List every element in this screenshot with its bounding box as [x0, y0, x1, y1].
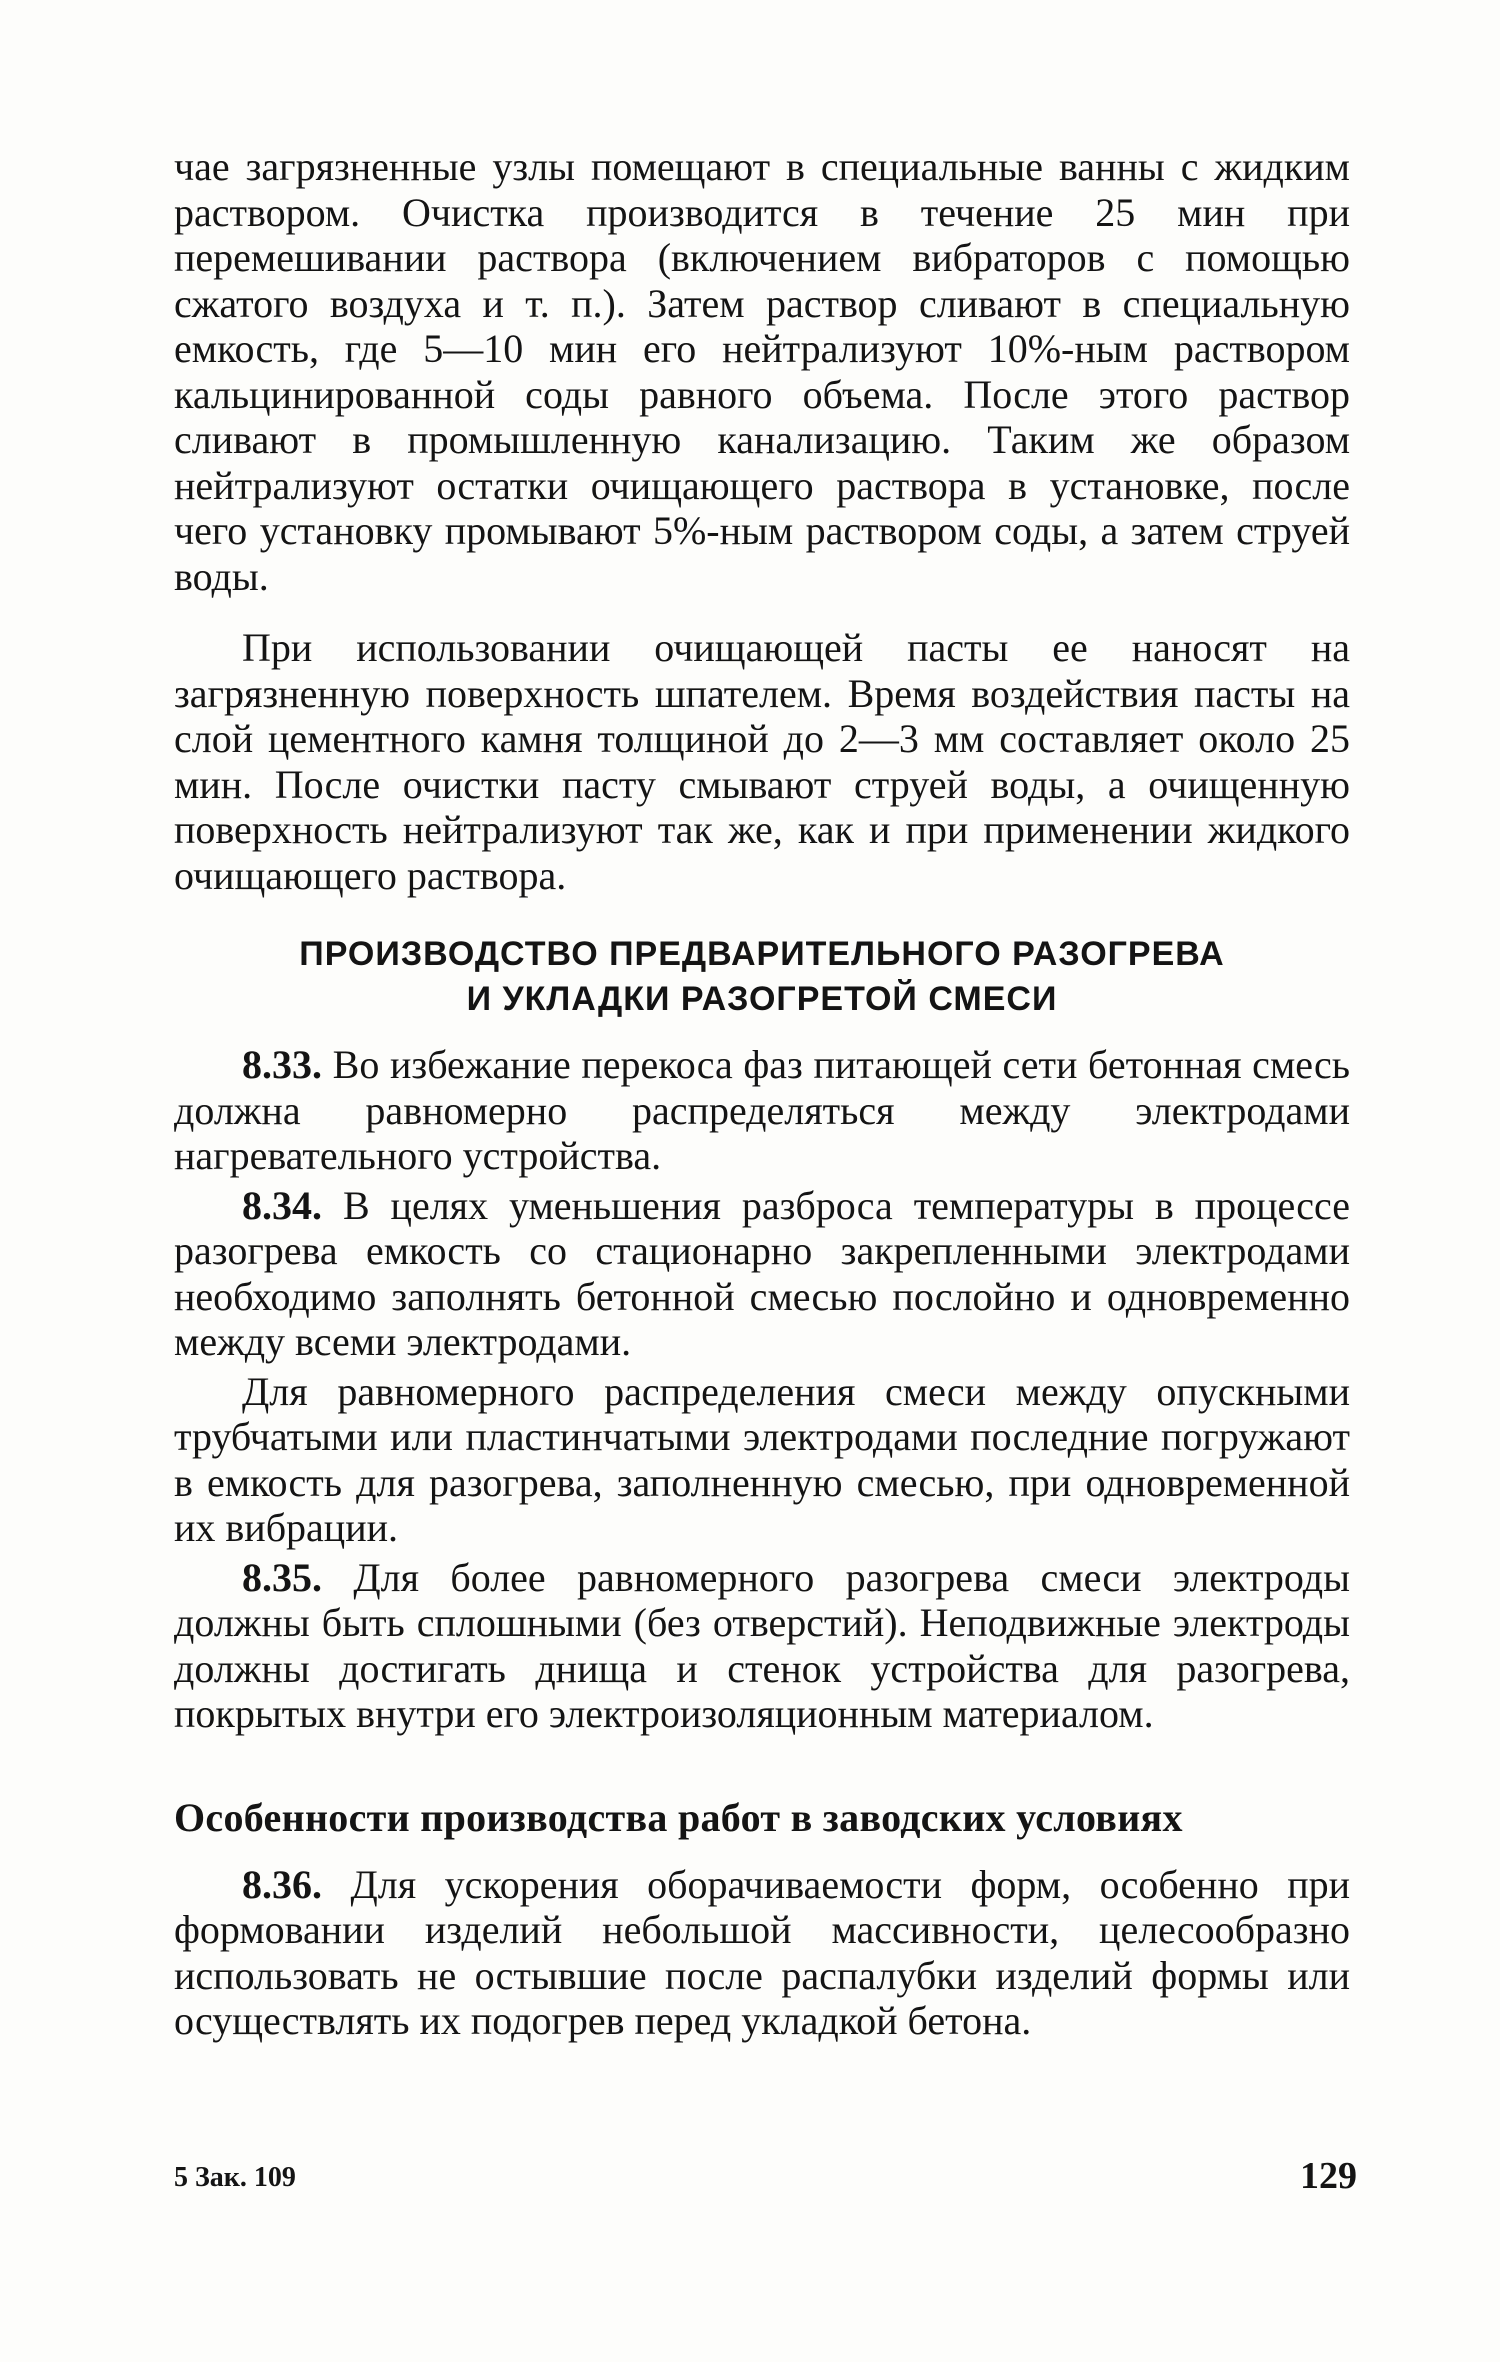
- print-order-note: 5 Зак. 109: [174, 2162, 296, 2193]
- section-heading-line-2: И УКЛАДКИ РАЗОГРЕТОЙ СМЕСИ: [466, 980, 1058, 1018]
- page-content: [174, 144, 1350, 2044]
- clause-8-36: [174, 1862, 1350, 2044]
- clause-number: 8.35.: [242, 1554, 322, 1600]
- subsection-heading: Особенности производства работ в заводских условиях: [174, 1794, 1183, 1840]
- clause-8-35: [174, 1555, 1350, 1737]
- clause-text: Для более равномерного разогрева смеси электроды должны быть сплошными (без отверстий). Неподвижные электроды должны достигать днища и стенок устройства для разогрева, покрытых внутри его электроизоляционным материалом.: [174, 1554, 1350, 1736]
- clause-number: 8.33.: [242, 1042, 322, 1087]
- clause-8-33: [174, 1042, 1350, 1179]
- clause-8-34-continued: Для равномерного распределения смеси между опускными трубчатыми или пластинчатыми электродами последние погружают в емкость для разогрева, заполненную смесью, при одновременной их вибрации.: [174, 1368, 1350, 1550]
- page-number: 129: [1300, 2155, 1357, 2197]
- paragraph-cleaning-paste: При использовании очищающей пасты ее наносят на загрязненную поверхность шпателем. Время воздействия пасты на слой цементного камня толщиной до 2—3 мм составляет около 25 мин. После очистки пасту смывают струей воды, а очищенную поверхность нейтрализуют так же, как и при применении жидкого очищающего раствора.: [174, 625, 1350, 898]
- clause-8-34: [174, 1183, 1350, 1365]
- section-heading: [174, 932, 1350, 1022]
- clause-number: 8.34.: [242, 1182, 322, 1228]
- clause-text: Для ускорения оборачиваемости форм, особенно при формовании изделий небольшой массивности, целесообразно использовать не остывшие после распалубки изделий формы или осуществлять их подогрев перед укладкой бетона.: [174, 1861, 1350, 2043]
- clause-text: Во избежание перекоса фаз питающей сети бетонная смесь должна равномерно распределяться между электродами нагревательного устройства.: [174, 1042, 1350, 1178]
- clause-number: 8.36.: [242, 1861, 322, 1907]
- section-heading-line-1: ПРОИЗВОДСТВО ПРЕДВАРИТЕЛЬНОГО РАЗОГРЕВА: [299, 935, 1225, 973]
- clause-text: В целях уменьшения разброса температуры в процессе разогрева емкость со стационарно закрепленными электродами необходимо заполнять бетонной смесью послойно и одновременно между всеми электродами.: [174, 1182, 1350, 1364]
- paragraph-cleaning-solution: чае загрязненные узлы помещают в специальные ванны с жидким раствором. Очистка производится в течение 25 мин при перемешивании раствора (включением вибраторов с помощью сжатого воздуха и т. п.). Затем раствор сливают в специальную емкость, где 5—10 мин его нейтрализуют 10%-ным раствором кальцинированной соды равного объема. После этого раствор сливают в промышленную канализацию. Таким же образом нейтрализуют остатки очищающего раствора в установке, после чего установку промывают 5%-ным раствором соды, а затем струей воды.: [174, 144, 1350, 599]
